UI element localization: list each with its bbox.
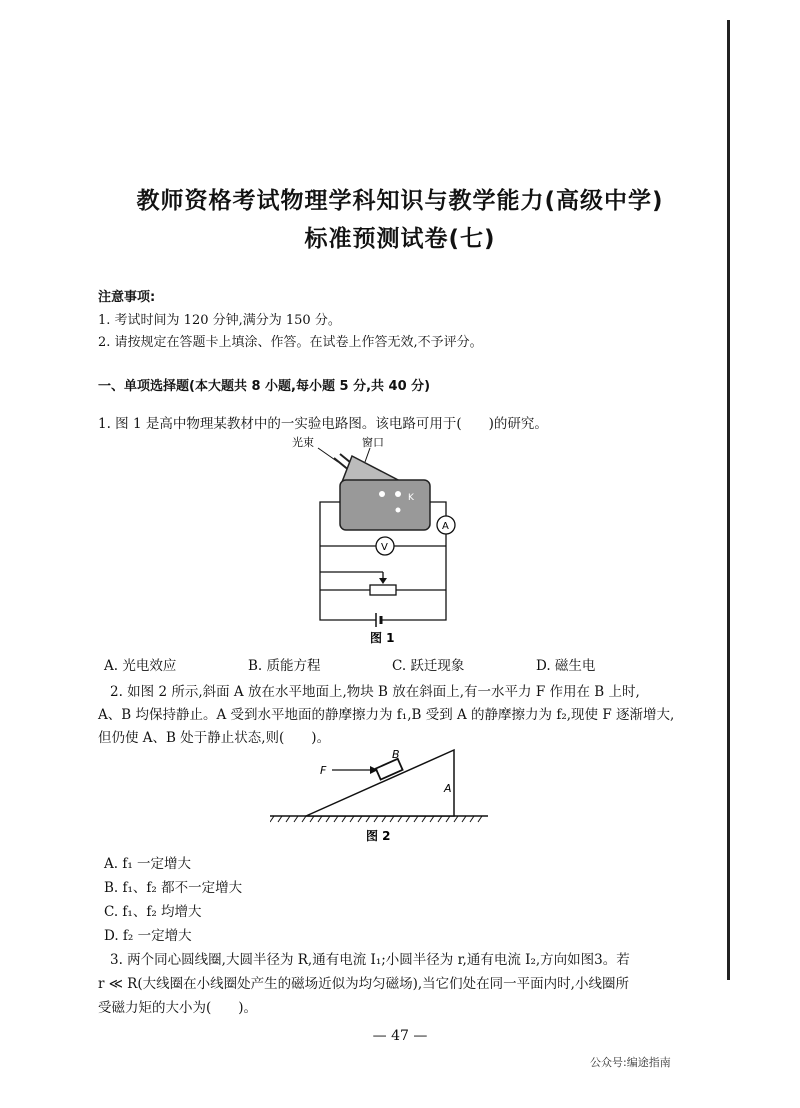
q2-option-d: D. f₂ 一定增大 — [104, 928, 192, 944]
exam-title-line1: 教师资格考试物理学科知识与教学能力(高级中学) — [136, 188, 664, 214]
question-2-line2: A、B 均保持静止。A 受到水平地面的静摩擦力为 f₁,B 受到 A 的静摩擦力为 f₂,现使 F 逐渐增大, — [98, 707, 675, 723]
electrode-dot — [396, 508, 401, 513]
label-f: F — [320, 764, 327, 777]
ground-hatching — [270, 816, 482, 822]
question-3-line2: r ≪ R(大线圈在小线圈处产生的磁场近似为均匀磁场),当它们处在同一平面内时,小线圈所 — [98, 976, 629, 992]
notes-heading: 注意事项: — [98, 290, 156, 305]
section-heading: 一、单项选择题(本大题共 8 小题,每小题 5 分,共 40 分) — [98, 379, 431, 394]
exam-title-line2: 标准预测试卷(七) — [304, 226, 496, 252]
question-3-line1: 3. 两个同心圆线圈,大圆半径为 R,通有电流 I₁;小圆半径为 r,通有电流 I₂,方向如图3。若 — [110, 952, 630, 968]
ammeter-label: A — [442, 521, 449, 532]
label-k: K — [408, 493, 414, 503]
note-item-1: 1. 考试时间为 120 分钟,满分为 150 分。 — [98, 313, 341, 328]
q1-option-a: A. 光电效应 — [104, 658, 177, 674]
q2-option-b: B. f₁、f₂ 都不一定增大 — [104, 880, 243, 896]
electrode-dot — [395, 491, 401, 497]
label-b: B — [392, 748, 400, 761]
wire-right-top — [430, 502, 446, 516]
figure-2-incline — [270, 744, 490, 844]
figure-2-caption: 图 2 — [366, 829, 391, 843]
q2-option-a: A. f₁ 一定增大 — [104, 856, 192, 872]
incline-block-a — [306, 750, 454, 816]
voltmeter-label: V — [381, 542, 388, 553]
q1-option-c: C. 跃迁现象 — [392, 658, 465, 674]
figure-1-caption: 图 1 — [370, 631, 395, 645]
note-item-2: 2. 请按规定在答题卡上填涂、作答。在试卷上作答无效,不予评分。 — [98, 335, 483, 350]
binding-edge-line — [727, 20, 730, 980]
question-2-line3: 但仍使 A、B 处于静止状态,则( )。 — [98, 730, 331, 746]
electrode-dot — [379, 491, 385, 497]
q1-option-b: B. 质能方程 — [248, 658, 321, 674]
q2-option-c: C. f₁、f₂ 均增大 — [104, 904, 202, 920]
page-number: — 47 — — [372, 1028, 428, 1044]
wire-battery-left — [320, 590, 376, 620]
question-2-line1: 2. 如图 2 所示,斜面 A 放在水平地面上,物块 B 放在斜面上,有一水平力 F 作用在 B 上时, — [110, 684, 640, 700]
question-3-line3: 受磁力矩的大小为( )。 — [98, 1000, 258, 1016]
slider-arrowhead — [379, 578, 387, 584]
question-1-text: 1. 图 1 是高中物理某教材中的一实验电路图。该电路可用于( )的研究。 — [98, 416, 548, 432]
rheostat-icon — [370, 585, 396, 595]
label-light-beam: 光束 — [292, 436, 314, 449]
label-a: A — [444, 782, 452, 795]
leader-line-window — [365, 448, 370, 462]
figure-1-circuit — [270, 432, 480, 648]
label-window: 窗口 — [362, 436, 384, 449]
photo-tube — [340, 480, 430, 530]
q1-option-d: D. 磁生电 — [536, 658, 596, 674]
footer-watermark: 公众号:编途指南 — [590, 1056, 671, 1069]
